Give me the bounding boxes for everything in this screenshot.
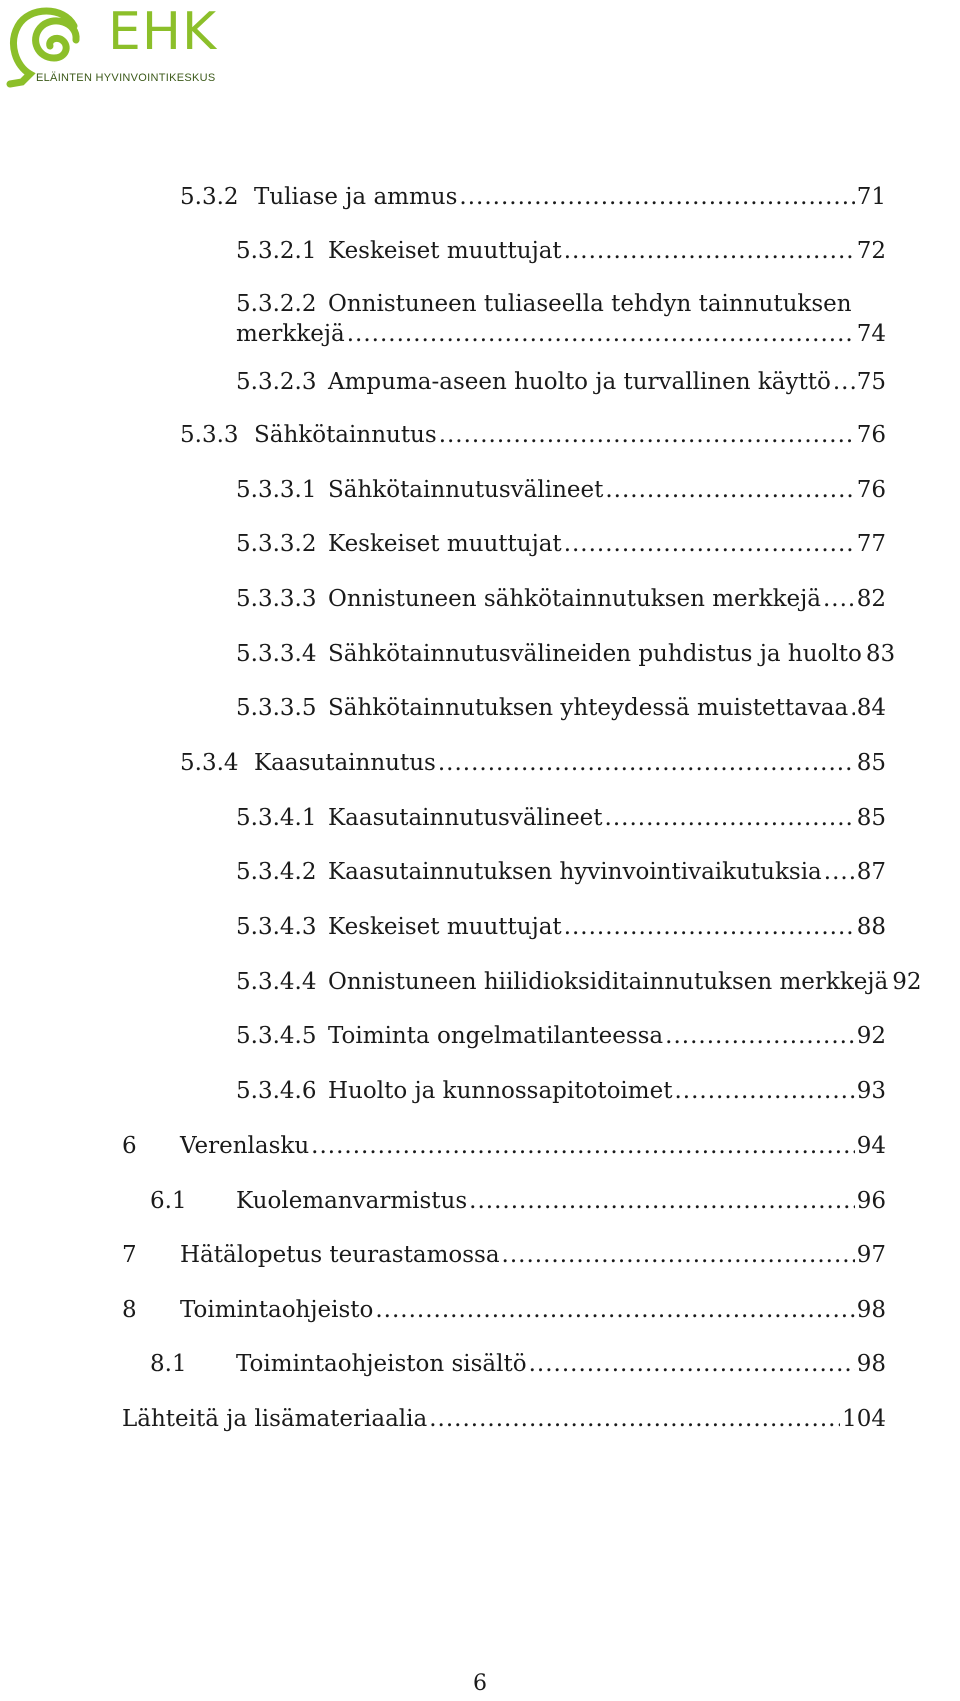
toc-title: Huolto ja kunnossapitotoimet [328,1078,673,1104]
toc-title: Hätälopetus teurastamossa [180,1242,500,1268]
toc-entry[interactable] [236,967,922,997]
toc-title: Ampuma-aseen huolto ja turvallinen käyttö [328,369,831,395]
toc-title: Sähkötainnutusvälineiden puhdistus ja huolto [328,641,862,667]
toc-entry[interactable] [236,475,886,505]
toc-leader [311,1131,855,1161]
toc-page: 77 [856,531,886,557]
toc-entry[interactable] [122,1295,886,1325]
toc-number: 5.3.2.3 [236,369,317,395]
toc-entry[interactable] [236,289,886,349]
toc-entry[interactable] [180,748,886,778]
toc-number: 6 [122,1133,137,1159]
toc-page: 71 [856,184,886,210]
toc-entry[interactable] [236,529,886,559]
toc-title: Tuliase ja ammus [254,184,458,210]
toc-page: 97 [856,1242,886,1268]
toc-entry[interactable] [236,857,886,887]
toc-entry[interactable] [150,1349,886,1379]
toc-entry[interactable] [236,803,886,833]
toc-leader [823,584,855,614]
toc-entry[interactable] [122,1131,886,1161]
toc-leader [564,529,855,559]
logo-subtitle: ELÄINTEN HYVINVOINTIKESKUS [36,72,216,84]
toc-number: 5.3.3.1 [236,477,317,503]
toc-page: 84 [856,695,886,721]
toc-page: 96 [856,1188,886,1214]
toc-leader [674,1076,854,1106]
toc-leader [824,857,855,887]
toc-number: 5.3.3 [180,422,239,448]
toc-page: 85 [856,805,886,831]
toc-number: 6.1 [150,1188,187,1214]
toc-number: 5.3.2.2 [236,291,317,317]
toc-leader [439,420,855,450]
toc-page: 93 [856,1078,886,1104]
toc-number: 5.3.3.4 [236,641,317,667]
toc-number: 5.3.2 [180,184,239,210]
logo-wordmark: EHK [108,2,218,62]
toc-number: 5.3.4.5 [236,1023,317,1049]
toc-leader [564,236,855,266]
toc-page: 104 [842,1406,886,1432]
toc-title: Lähteitä ja lisämateriaalia [122,1406,428,1432]
toc-entry[interactable] [236,1076,886,1106]
toc-entry[interactable] [150,1186,886,1216]
toc-title: Toiminta ongelmatilanteessa [328,1023,664,1049]
toc-leader [833,367,855,397]
toc-leader [850,693,855,723]
toc-entry[interactable] [180,420,886,450]
toc-title: Kaasutainnutus [254,750,436,776]
toc-leader [438,748,855,778]
toc-title: Sähkötainnutusvälineet [328,477,604,503]
toc-entry[interactable] [122,1240,886,1270]
toc-entry[interactable] [236,693,886,723]
toc-entry[interactable] [236,367,886,397]
toc-leader [605,803,855,833]
toc-title: Keskeiset muuttujat [328,531,562,557]
toc-page: 74 [856,321,886,347]
toc-number: 5.3.4.1 [236,805,317,831]
toc-page: 92 [892,969,922,995]
toc-page: 83 [865,641,896,667]
toc-title: Toimintaohjeiston sisältö [236,1351,527,1377]
toc-entry[interactable] [236,236,886,266]
toc-page: 76 [856,422,886,448]
toc-leader [347,319,855,349]
toc-title: Keskeiset muuttujat [328,238,562,264]
toc-number: 5.3.4.2 [236,859,317,885]
toc-number: 5.3.4.3 [236,914,317,940]
toc-page: 75 [856,369,886,395]
toc-leader [564,912,855,942]
toc-number: 5.3.2.1 [236,238,317,264]
toc-title: Onnistuneen hiilidioksiditainnutuksen merkkejä [328,969,889,995]
toc-number: 8 [122,1297,137,1323]
toc-leader [529,1349,855,1379]
toc-leader [375,1295,854,1325]
toc-leader [605,475,854,505]
toc-page: 85 [856,750,886,776]
toc-title: Onnistuneen sähkötainnutuksen merkkejä [328,586,821,612]
toc-title: Kaasutainnutuksen hyvinvointivaikutuksia [328,859,822,885]
toc-number: 5.3.3.2 [236,531,317,557]
toc-page: 76 [856,477,886,503]
toc-title: Sähkötainnutus [254,422,437,448]
toc-leader [469,1186,855,1216]
toc-page: 82 [856,586,886,612]
ehk-logo [4,4,234,88]
toc-number: 5.3.4 [180,750,239,776]
toc-entry[interactable] [180,182,886,212]
page-number: 6 [473,1671,487,1696]
toc-title: Kaasutainnutusvälineet [328,805,603,831]
toc-number: 7 [122,1242,137,1268]
toc-entry[interactable] [236,584,886,614]
toc-page: 94 [856,1133,886,1159]
toc-leader [665,1021,855,1051]
toc-title: Keskeiset muuttujat [328,914,562,940]
toc-title: Verenlasku [180,1133,310,1159]
toc-title: Kuolemanvarmistus [236,1188,468,1214]
toc-page: 88 [856,914,886,940]
toc-title-continued: merkkejä [236,321,345,347]
toc-entry[interactable] [236,1021,886,1051]
toc-title: Onnistuneen tuliaseella tehdyn tainnutuksen [328,291,852,317]
toc-entry[interactable] [122,1404,886,1434]
toc-leader [502,1240,855,1270]
toc-entry[interactable] [236,639,896,669]
toc-page: 72 [856,238,886,264]
toc-number: 5.3.4.4 [236,969,317,995]
toc-number: 5.3.3.3 [236,586,317,612]
toc-title: Sähkötainnutuksen yhteydessä muistettavaa [328,695,849,721]
toc-page: 98 [856,1297,886,1323]
toc-number: 5.3.3.5 [236,695,317,721]
toc-number: 8.1 [150,1351,187,1377]
toc-page: 98 [856,1351,886,1377]
toc-page: 87 [856,859,886,885]
toc-entry[interactable] [236,912,886,942]
toc-leader [459,182,854,212]
toc-page: 92 [856,1023,886,1049]
toc-title: Toimintaohjeisto [180,1297,374,1323]
toc-leader [429,1404,840,1434]
toc-number: 5.3.4.6 [236,1078,317,1104]
